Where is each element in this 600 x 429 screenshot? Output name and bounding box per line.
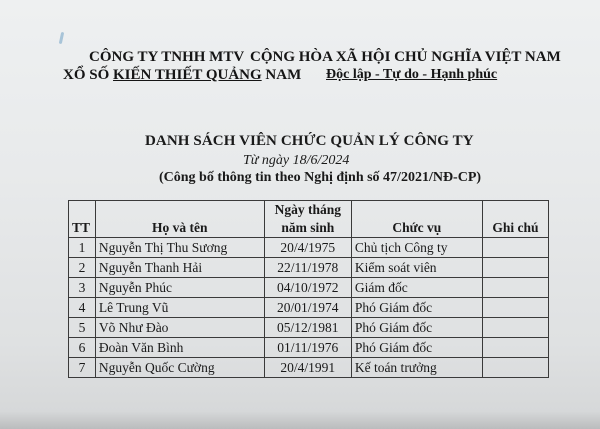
company-name-prefix: XỔ SỐ [63,67,114,83]
republic-title: CỘNG HÒA XÃ HỘI CHỦ NGHĨA VIỆT NAM [250,49,561,65]
row-role: Giám đốc [351,278,482,298]
row-number: 6 [69,338,96,358]
row-dob: 04/10/1972 [264,278,351,298]
row-role: Kiểm soát viên [351,258,482,278]
column-header-name: Họ và tên [95,201,264,238]
row-role: Phó Giám đốc [351,338,482,358]
row-note [482,338,548,358]
table-row [69,318,549,338]
row-name: Lê Trung Vũ [95,298,264,318]
company-name-underlined: KIẾN THIẾT QUẢNG [113,67,262,83]
row-number: 1 [69,238,96,258]
table-row [69,358,549,378]
column-header-dob [264,201,351,238]
table-row [69,278,549,298]
column-header-dob-line1: Ngày tháng [274,202,341,217]
row-name: Võ Như Đào [95,318,264,338]
row-role: Phó Giám đốc [351,298,482,318]
row-dob: 05/12/1981 [264,318,351,338]
company-name-suffix: NAM [261,67,302,83]
row-dob: 22/11/1978 [264,258,351,278]
company-name-line2 [63,67,301,84]
row-role: Chủ tịch Công ty [351,238,482,258]
national-motto: Độc lập - Tự do - Hạnh phúc [326,67,498,82]
company-name-line1: CÔNG TY TNHH MTV [89,49,245,65]
row-dob: 01/11/1976 [264,338,351,358]
row-dob: 20/4/1975 [264,238,351,258]
row-role: Kế toán trưởng [351,358,482,378]
column-header-role: Chức vụ [351,201,482,238]
row-number: 2 [69,258,96,278]
row-name: Nguyễn Thanh Hải [95,258,264,278]
page-shadow [0,411,600,429]
column-header-tt: TT [69,201,96,238]
row-note [482,278,548,298]
row-note [482,318,548,338]
row-note [482,238,548,258]
table-row [69,298,549,318]
row-number: 7 [69,358,96,378]
table-row [69,258,549,278]
row-note [482,298,548,318]
row-dob: 20/4/1991 [264,358,351,378]
column-header-dob-line2: năm sinh [281,220,335,235]
effective-date: Từ ngày 18/6/2024 [243,153,350,168]
row-number: 4 [69,298,96,318]
row-number: 5 [69,318,96,338]
row-dob: 20/01/1974 [264,298,351,318]
row-name: Nguyễn Quốc Cường [95,358,264,378]
row-number: 3 [69,278,96,298]
row-name: Nguyễn Phúc [95,278,264,298]
row-note [482,358,548,378]
table-row [69,238,549,258]
table-row [69,338,549,358]
decree-reference: (Công bố thông tin theo Nghị định số 47/2021/NĐ-CP) [159,170,482,185]
ink-mark [59,32,64,44]
row-note [482,258,548,278]
row-role: Phó Giám đốc [351,318,482,338]
table-header-row [69,201,549,238]
row-name: Đoàn Văn Bình [95,338,264,358]
document-title: DANH SÁCH VIÊN CHỨC QUẢN LÝ CÔNG TY [145,133,474,149]
column-header-note: Ghi chú [482,201,548,238]
row-name: Nguyễn Thị Thu Sương [95,238,264,258]
staff-table [68,200,549,378]
